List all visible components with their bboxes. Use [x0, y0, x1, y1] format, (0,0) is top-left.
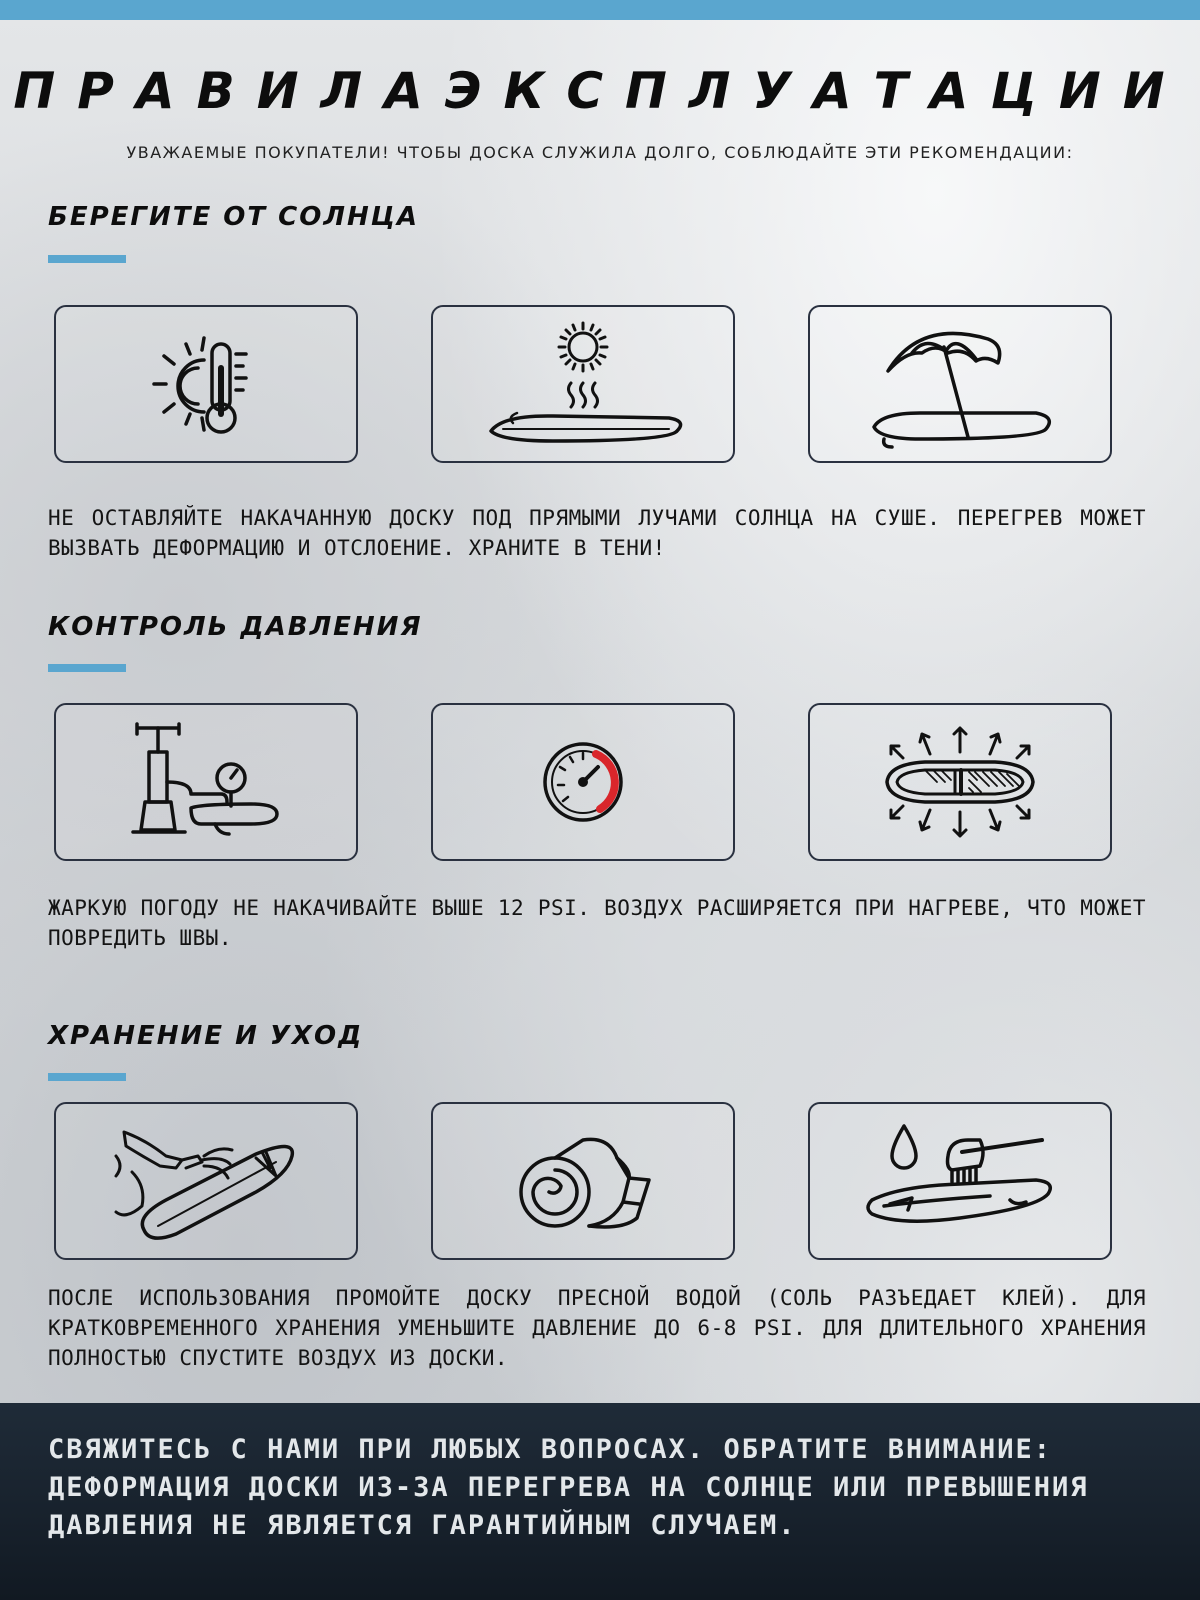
section-accent-bar [48, 664, 126, 672]
icon-card [54, 1102, 358, 1260]
sun-heat-board-icon [473, 319, 693, 449]
footer-notice [0, 1403, 1200, 1600]
section-description: ЖАРКУЮ ПОГОДУ НЕ НАКАЧИВАЙТЕ ВЫШЕ 12 PSI. ВОЗДУХ РАСШИРЯЕТСЯ ПРИ НАГРЕВЕ, ЧТО МОЖЕТ ПОВРЕДИТЬ ШВЫ. [48, 896, 1146, 950]
section-heading-sun: БЕРЕГИТЕ ОТ СОЛНЦА [48, 202, 419, 232]
icon-card [808, 703, 1112, 861]
pressure-gauge-icon [538, 737, 628, 827]
section-heading-pressure: КОНТРОЛЬ ДАВЛЕНИЯ [48, 612, 423, 642]
icon-card [54, 703, 358, 861]
icon-card [431, 305, 735, 463]
sun-thermometer-icon [146, 324, 266, 444]
footer-text: СВЯЖИТЕСЬ С НАМИ ПРИ ЛЮБЫХ ВОПРОСАХ. ОБРАТИТЕ ВНИМАНИЕ: ДЕФОРМАЦИЯ ДОСКИ ИЗ-ЗА ПЕРЕГРЕВА НА СОЛНЦЕ ИЛИ ПРЕВЫШЕНИЯ ДАВЛЕНИЯ НЕ ЯВЛЯЕТСЯ ГАРАНТИЙНЫМ СЛУЧАЕМ. [48, 1434, 1089, 1541]
rolled-board-icon [513, 1126, 653, 1236]
section-description: НЕ ОСТАВЛЯЙТЕ НАКАЧАННУЮ ДОСКУ ПОД ПРЯМЫМИ ЛУЧАМИ СОЛНЦА НА СУШЕ. ПЕРЕГРЕВ МОЖЕТ ВЫЗВАТЬ ДЕФОРМАЦИЮ И ОТСЛОЕНИЕ. ХРАНИТЕ В ТЕНИ! [48, 506, 1146, 560]
section-accent-bar [48, 1073, 126, 1081]
icon-card [808, 1102, 1112, 1260]
umbrella-board-icon [860, 319, 1060, 449]
drop-brush-board-icon [860, 1116, 1060, 1246]
top-accent-bar [0, 0, 1200, 20]
icon-card [431, 703, 735, 861]
page-title: ПРАВИЛАЭКСПЛУАТАЦИИ [13, 62, 1187, 120]
section-accent-bar [48, 255, 126, 263]
icon-card [431, 1102, 735, 1260]
pump-gauge-icon [131, 722, 281, 842]
icon-card [54, 305, 358, 463]
hose-washing-board-icon [106, 1116, 306, 1246]
icon-card [808, 305, 1112, 463]
board-expansion-icon [875, 722, 1045, 842]
page-subtitle: УВАЖАЕМЫЕ ПОКУПАТЕЛИ! ЧТОБЫ ДОСКА СЛУЖИЛА ДОЛГО, СОБЛЮДАЙТЕ ЭТИ РЕКОМЕНДАЦИИ: [126, 143, 1074, 162]
section-heading-storage: ХРАНЕНИЕ И УХОД [48, 1021, 364, 1051]
section-description: ПОСЛЕ ИСПОЛЬЗОВАНИЯ ПРОМОЙТЕ ДОСКУ ПРЕСНОЙ ВОДОЙ (СОЛЬ РАЗЪЕДАЕТ КЛЕЙ). ДЛЯ КРАТКОВРЕМЕННОГО ХРАНЕНИЯ УМЕНЬШИТЕ ДАВЛЕНИЕ ДО 6-8 PSI. ДЛЯ ДЛИТЕЛЬНОГО ХРАНЕНИЯ ПОЛНОСТЬЮ СПУСТИТЕ ВОЗДУХ ИЗ ДОСКИ. [48, 1286, 1146, 1370]
